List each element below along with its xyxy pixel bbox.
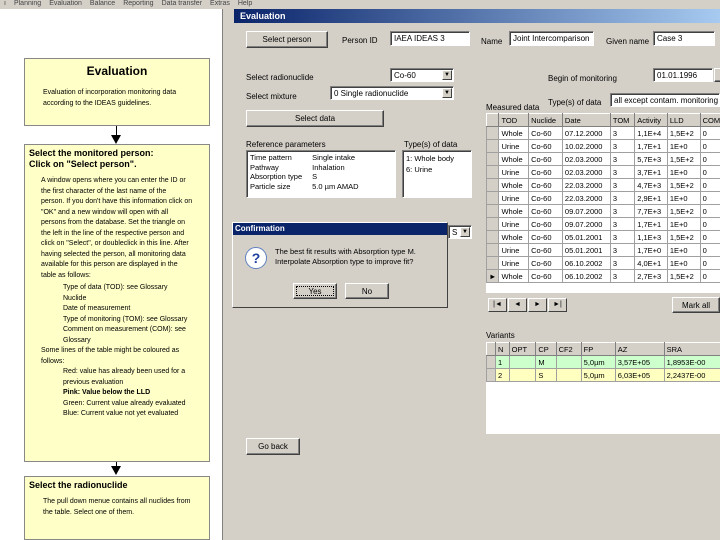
- table-cell: 2,2437E-00: [664, 369, 720, 382]
- table-cell: Inhalation: [312, 162, 345, 172]
- table-row[interactable]: [487, 166, 720, 179]
- table-cell: 0: [700, 218, 720, 231]
- table-cell: 3: [610, 192, 634, 205]
- column-header[interactable]: SRA: [664, 343, 720, 356]
- panel-color-legend: Red: value has already been used for a previous evaluation Pink: Value below the LLD Green: Current value already evaluated Blue: Current value not yet evaluated: [63, 368, 186, 417]
- table-cell: Urine: [499, 218, 529, 231]
- table-cell: 1E+0: [667, 218, 700, 231]
- table-cell: 05.01.2001: [562, 244, 610, 257]
- table-cell: Whole: [499, 270, 529, 283]
- menu-item[interactable]: Reporting: [123, 0, 154, 7]
- help-panel-evaluation: [24, 58, 210, 126]
- table-cell: 3: [610, 244, 634, 257]
- table-cell: 5,0µm: [581, 356, 615, 369]
- table-cell: 1,7E+0: [635, 244, 668, 257]
- table-cell: 1,8953E-00: [664, 356, 720, 369]
- panel-title: Evaluation: [86, 64, 148, 78]
- table-row: [250, 172, 359, 182]
- table-cell: 6,03E+05: [615, 369, 664, 382]
- table-cell: Whole: [499, 127, 529, 140]
- column-header[interactable]: Date: [562, 114, 610, 127]
- table-cell: 1E+0: [667, 140, 700, 153]
- chevron-down-icon[interactable]: ▼: [442, 70, 452, 80]
- given-name-label: Given name: [606, 37, 650, 46]
- list-item[interactable]: 1: Whole body: [406, 154, 454, 163]
- table-cell: 5,0µm: [581, 369, 615, 382]
- table-cell: 0: [700, 192, 720, 205]
- last-record-icon[interactable]: ►|: [548, 298, 567, 312]
- panel-title: Select the radionuclide: [29, 480, 128, 490]
- table-cell: 0: [700, 257, 720, 270]
- column-header[interactable]: CF2: [556, 343, 581, 356]
- previous-record-icon[interactable]: ◄: [508, 298, 527, 312]
- table-cell: 1E+0: [667, 257, 700, 270]
- table-cell: Co-60: [529, 270, 563, 283]
- table-cell: Co-60: [529, 257, 563, 270]
- table-cell: Urine: [499, 192, 529, 205]
- table-cell: 02.03.2000: [562, 166, 610, 179]
- table-row[interactable]: [487, 218, 720, 231]
- table-row[interactable]: [487, 369, 720, 382]
- select-person-button[interactable]: Select person: [246, 31, 328, 48]
- panel-title: Select the monitored person:: [29, 148, 154, 158]
- table-cell: Urine: [499, 257, 529, 270]
- list-item[interactable]: 6: Urine: [406, 165, 433, 174]
- no-button[interactable]: No: [345, 283, 389, 299]
- menu-item[interactable]: Extras: [210, 0, 230, 7]
- menu-item[interactable]: Data transfer: [161, 0, 203, 7]
- measured-data-table: [486, 113, 720, 293]
- next-record-icon[interactable]: ►: [528, 298, 547, 312]
- column-header[interactable]: FP: [581, 343, 615, 356]
- table-cell: 5,7E+3: [635, 153, 668, 166]
- row-selector[interactable]: [487, 244, 499, 257]
- table-cell: Co-60: [529, 140, 563, 153]
- table-cell: Absorption type: [250, 172, 303, 181]
- table-cell: 0: [700, 127, 720, 140]
- table-cell: 1: [496, 356, 510, 369]
- table-cell: Urine: [499, 244, 529, 257]
- table-cell: 2: [496, 369, 510, 382]
- type-of-data-label: Type(s) of data: [548, 98, 602, 107]
- table-cell: 06.10.2002: [562, 270, 610, 283]
- column-header[interactable]: OPT: [509, 343, 536, 356]
- column-header[interactable]: TOM: [610, 114, 634, 127]
- column-header[interactable]: N: [496, 343, 510, 356]
- table-cell: 7,7E+3: [635, 205, 668, 218]
- variants-table: [486, 342, 720, 434]
- table-cell: 2,7E+3: [635, 270, 668, 283]
- table-row: [250, 182, 359, 192]
- table-cell: 09.07.2000: [562, 205, 610, 218]
- yes-button[interactable]: Yes: [293, 283, 337, 299]
- panel-description: Some lines of the table might be coloured as follows:: [41, 347, 180, 365]
- table-cell: Whole: [499, 153, 529, 166]
- mark-all-button[interactable]: Mark all: [672, 297, 720, 313]
- table-cell: 1,1E+4: [635, 127, 668, 140]
- table-cell: 4,7E+3: [635, 179, 668, 192]
- table-cell: 1,7E+1: [635, 218, 668, 231]
- table-row[interactable]: [487, 153, 720, 166]
- table-cell: 07.12.2000: [562, 127, 610, 140]
- column-header[interactable]: CP: [536, 343, 556, 356]
- table-cell: 1,7E+1: [635, 140, 668, 153]
- table-cell: 3: [610, 205, 634, 218]
- table-cell: Time pattern: [250, 153, 292, 162]
- measured-data-label: Measured data: [486, 103, 540, 112]
- table-cell: 3,57E+05: [615, 356, 664, 369]
- table-cell: [509, 356, 536, 369]
- variants-label: Variants: [486, 331, 515, 340]
- table-row: [250, 163, 359, 173]
- chevron-down-icon[interactable]: ▼: [442, 88, 452, 98]
- table-cell: 3: [610, 179, 634, 192]
- table-row[interactable]: [487, 244, 720, 257]
- table-cell: Single intake: [312, 153, 356, 162]
- table-cell: Co-60: [529, 179, 563, 192]
- menu-item[interactable]: ı: [4, 0, 6, 7]
- table-cell: 3: [610, 231, 634, 244]
- panel-description: Evaluation of incorporation monitoring data according to the IDEAS guidelines.: [43, 89, 177, 107]
- table-cell: 3: [610, 270, 634, 283]
- table-cell: 1,5E+2: [667, 153, 700, 166]
- table-cell: 3: [610, 140, 634, 153]
- table-cell: 02.03.2000: [562, 153, 610, 166]
- table-row[interactable]: [487, 356, 720, 369]
- table-cell: 0: [700, 153, 720, 166]
- row-selector[interactable]: [487, 166, 499, 179]
- table-cell: 0: [700, 166, 720, 179]
- table-row[interactable]: [487, 257, 720, 270]
- type-of-data-combo[interactable]: all except contam. monitoring: [610, 93, 720, 107]
- table-row: [250, 153, 359, 163]
- column-header[interactable]: Activity: [635, 114, 668, 127]
- table-cell: 1,5E+2: [667, 205, 700, 218]
- row-selector[interactable]: [487, 205, 499, 218]
- first-record-icon[interactable]: |◄: [488, 298, 507, 312]
- table-cell: Whole: [499, 231, 529, 244]
- person-id-label: Person ID: [342, 36, 378, 45]
- table-cell: Particle size: [250, 181, 291, 191]
- name-label: Name: [481, 37, 503, 46]
- row-selector[interactable]: [487, 127, 499, 140]
- table-row[interactable]: [487, 192, 720, 205]
- table-cell: [556, 369, 581, 382]
- begin-monitoring-label: Begin of monitoring: [548, 74, 617, 83]
- table-cell: Co-60: [529, 166, 563, 179]
- menu-item[interactable]: Evaluation: [49, 0, 82, 7]
- date-picker-button[interactable]: [714, 68, 720, 82]
- menu-bar: [0, 0, 720, 9]
- table-cell: Urine: [499, 166, 529, 179]
- table-cell: 1,5E+2: [667, 179, 700, 192]
- question-icon: ?: [245, 247, 267, 269]
- table-cell: Whole: [499, 179, 529, 192]
- table-cell: 1,5E+2: [667, 231, 700, 244]
- mixture-combo[interactable]: 0 Single radionuclide ▼: [330, 86, 454, 100]
- person-id-field[interactable]: IAEA IDEAS 3: [390, 31, 470, 46]
- menu-item[interactable]: Planning: [13, 0, 42, 7]
- table-cell: 3: [610, 153, 634, 166]
- column-header[interactable]: LLD: [667, 114, 700, 127]
- column-header[interactable]: COM: [700, 114, 720, 127]
- table-row[interactable]: [487, 205, 720, 218]
- table-cell: M: [536, 356, 556, 369]
- table-cell: Pathway: [250, 162, 279, 172]
- table-cell: 0: [700, 270, 720, 283]
- table-cell: 1,1E+3: [635, 231, 668, 244]
- row-selector-header: [487, 343, 496, 356]
- absorption-combo[interactable]: S ▼: [448, 225, 472, 239]
- table-cell: [509, 369, 536, 382]
- table-cell: 3,7E+1: [635, 166, 668, 179]
- help-panel-select-person: [24, 144, 210, 462]
- tod-list[interactable]: [402, 150, 472, 198]
- panel-list: Type of data (TOD): see Glossary Nuclide Date of measurement Type of monitoring (TOM): see Glossary Comment on measurement (COM): see Glossary: [63, 284, 188, 344]
- flow-arrow-icon: [111, 135, 121, 144]
- table-cell: 1E+0: [667, 192, 700, 205]
- table-cell: 3: [610, 166, 634, 179]
- radionuclide-label: Select radionuclide: [246, 73, 314, 82]
- reference-parameters-box: [246, 150, 396, 198]
- column-header[interactable]: AZ: [615, 343, 664, 356]
- tod-label: Type(s) of data: [404, 140, 458, 149]
- table-cell: Urine: [499, 140, 529, 153]
- given-name-field[interactable]: Case 3: [653, 31, 715, 46]
- row-selector[interactable]: [487, 140, 499, 153]
- table-cell: S: [536, 369, 556, 382]
- table-cell: 1,5E+2: [667, 270, 700, 283]
- row-selector[interactable]: [487, 231, 499, 244]
- table-cell: 1,5E+2: [667, 127, 700, 140]
- begin-monitoring-field[interactable]: 01.01.1996: [653, 68, 713, 82]
- table-cell: Co-60: [529, 244, 563, 257]
- dialog-message: The best fit results with Absorption type M. Interpolate Absorption type to improve fit?: [275, 247, 416, 266]
- table-cell: 0: [700, 140, 720, 153]
- table-cell: 06.10.2002: [562, 257, 610, 270]
- menu-item[interactable]: Help: [237, 0, 253, 7]
- table-cell: 0: [700, 244, 720, 257]
- table-cell: 22.03.2000: [562, 192, 610, 205]
- table-row[interactable]: [487, 127, 720, 140]
- table-cell: 22.03.2000: [562, 179, 610, 192]
- table-cell: S: [312, 172, 318, 181]
- table-cell: Co-60: [529, 218, 563, 231]
- panel-description: The pull down menue contains all nuclides from the table. Select one of them.: [43, 498, 191, 516]
- column-header[interactable]: TOD: [499, 114, 529, 127]
- row-selector[interactable]: [487, 257, 499, 270]
- table-cell: 0: [700, 205, 720, 218]
- table-cell: 10.02.2000: [562, 140, 610, 153]
- table-cell: Co-60: [529, 153, 563, 166]
- reference-parameters-table: [250, 153, 359, 191]
- column-header[interactable]: Nuclide: [529, 114, 563, 127]
- table-cell: 4,0E+1: [635, 257, 668, 270]
- flow-arrow-icon: [111, 466, 121, 475]
- row-selector-header: [487, 114, 499, 127]
- table-row[interactable]: [487, 140, 720, 153]
- table-row[interactable]: [487, 270, 720, 283]
- row-selector[interactable]: [487, 179, 499, 192]
- table-row[interactable]: [487, 231, 720, 244]
- help-panel-select-radionuclide: [24, 476, 210, 540]
- row-selector[interactable]: [487, 192, 499, 205]
- table-cell: 3: [610, 218, 634, 231]
- table-cell: Whole: [499, 205, 529, 218]
- radionuclide-combo[interactable]: Co-60 ▼: [390, 68, 454, 82]
- table-cell: 09.07.2000: [562, 218, 610, 231]
- table-cell: 5.0 µm AMAD: [312, 181, 359, 191]
- row-selector[interactable]: [487, 369, 496, 382]
- table-cell: Co-60: [529, 205, 563, 218]
- row-selector[interactable]: ►: [487, 270, 499, 283]
- table-cell: 0: [700, 231, 720, 244]
- table-cell: 1E+0: [667, 166, 700, 179]
- name-field[interactable]: Joint Intercomparison: [509, 31, 594, 46]
- reference-parameters-label: Reference parameters: [246, 140, 326, 149]
- mixture-label: Select mixture: [246, 92, 297, 101]
- table-cell: Co-60: [529, 192, 563, 205]
- go-back-button[interactable]: Go back: [246, 438, 300, 455]
- row-selector[interactable]: [487, 153, 499, 166]
- menu-item[interactable]: Balance: [89, 0, 116, 7]
- window-title: Evaluation: [234, 9, 720, 23]
- dialog-title: Confirmation: [233, 223, 447, 235]
- table-cell: Co-60: [529, 127, 563, 140]
- table-cell: 3: [610, 257, 634, 270]
- table-cell: 05.01.2001: [562, 231, 610, 244]
- table-cell: [556, 356, 581, 369]
- select-data-button[interactable]: Select data: [246, 110, 384, 127]
- row-selector[interactable]: [487, 218, 499, 231]
- panel-subtitle: Click on "Select person".: [29, 159, 137, 169]
- table-cell: 0: [700, 179, 720, 192]
- table-row[interactable]: [487, 179, 720, 192]
- chevron-down-icon[interactable]: ▼: [460, 227, 470, 237]
- panel-description: A window opens where you can enter the ID or the first character of the last name of the person. If you don't have this information click on "OK" and a new window will open with all persons from the database. Set the triangle on the left in the line of the respective person and click on "Select", or doubleclick in this line. After having selected the person, all monitoring data available for this person are displayed in the table as follows:: [41, 177, 193, 279]
- table-cell: 1E+0: [667, 244, 700, 257]
- table-cell: Co-60: [529, 231, 563, 244]
- table-cell: 3: [610, 127, 634, 140]
- confirmation-dialog: [232, 222, 448, 308]
- row-selector[interactable]: [487, 356, 496, 369]
- table-cell: 2,9E+1: [635, 192, 668, 205]
